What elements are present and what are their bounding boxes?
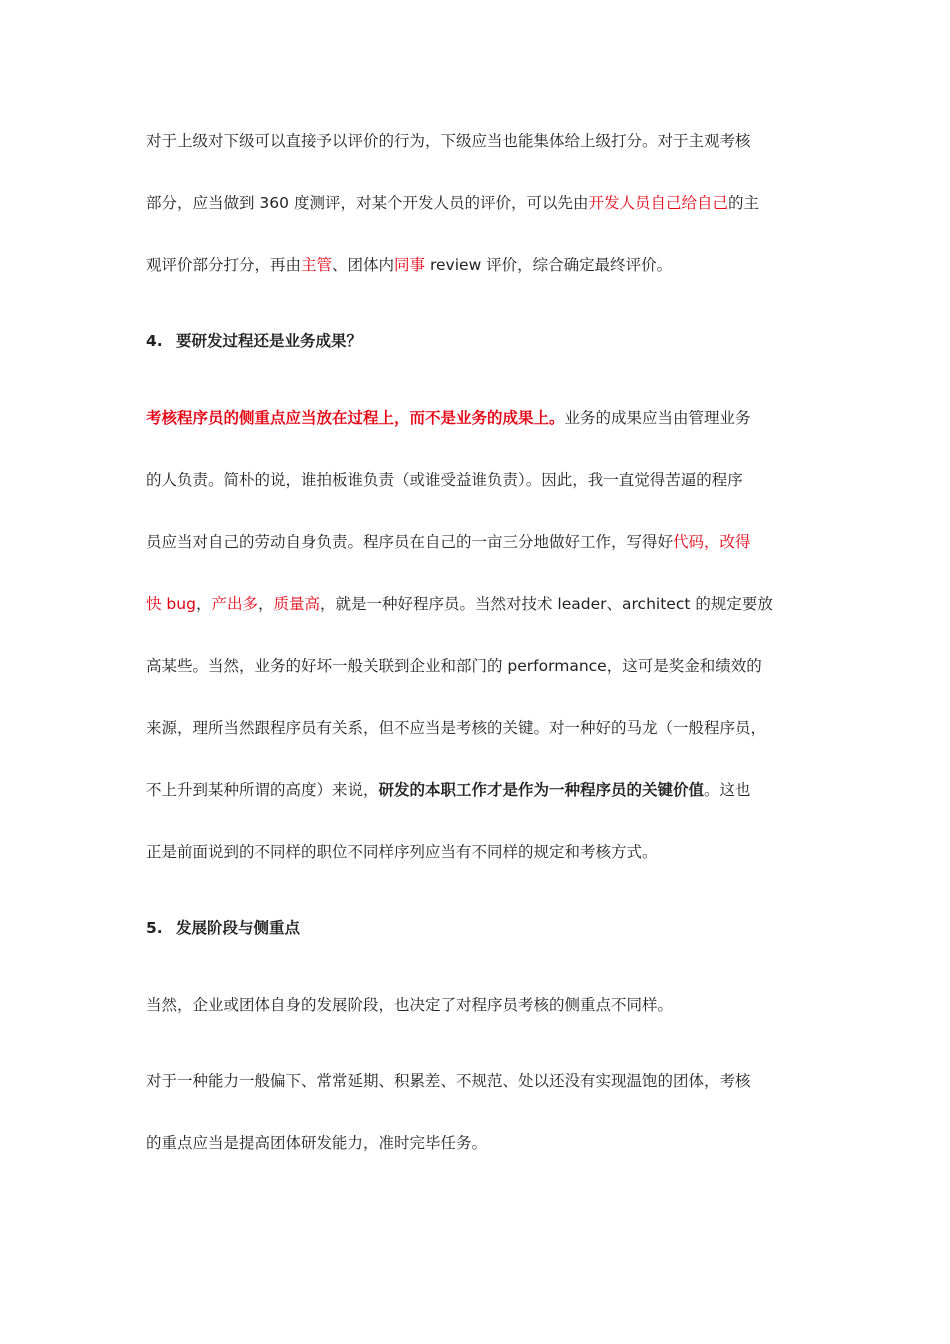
paragraph-line — [146, 131, 826, 151]
paragraph-line — [146, 532, 826, 552]
paragraph-line — [146, 470, 826, 490]
heading-number: 4. — [146, 332, 163, 350]
section-heading — [146, 331, 826, 351]
text-run: 正是前面说到的不同样的职位不同样序列应当有不同样的规定和考核方式。 — [146, 843, 658, 861]
text-run: 高某些。当然，业务的好坏一般关联到企业和部门的 performance，这可是奖金和绩效的 — [146, 657, 762, 675]
text-run: 员应当对自己的劳动自身负责。程序员在自己的一亩三分地做好工作，写得好 — [146, 533, 674, 551]
paragraph-line — [146, 594, 826, 614]
text-run: ， — [195, 595, 212, 613]
paragraph-line — [146, 656, 826, 676]
text-run: 不上升到某种所谓的高度）来说， — [146, 781, 379, 799]
text-run: 对于上级对下级可以直接予以评价的行为，下级应当也能集体给上级打分。对于主观考核 — [146, 132, 751, 150]
text-run: 。这也 — [704, 781, 751, 799]
heading-title: 发展阶段与侧重点 — [176, 919, 301, 937]
text-run: 业务的成果应当由管理业务 — [564, 409, 751, 427]
text-run: 的主 — [727, 194, 759, 212]
highlight-bold-text: 考核程序员的侧重点应当放在过程上，而不是业务的成果上。 — [146, 409, 565, 427]
text-run: 、团体内 — [332, 256, 395, 274]
heading-title: 要研发过程还是业务成果？ — [176, 332, 363, 350]
text-run: 部分，应当做到 360 度测评，对某个开发人员的评价，可以先由 — [146, 194, 589, 212]
text-run: 的人负责。简朴的说，谁拍板谁负责（或谁受益谁负责）。因此，我一直觉得苦逼的程序 — [146, 471, 743, 489]
text-run: 的重点应当是提高团体研发能力，准时完毕任务。 — [146, 1134, 488, 1152]
highlight-text: 开发人员自己给自己 — [588, 194, 728, 212]
highlight-text: 主管 — [301, 256, 333, 274]
paragraph-line — [146, 1071, 826, 1091]
text-run: 对于一种能力一般偏下、常常延期、积累差、不规范、处以还没有实现温饱的团体，考核 — [146, 1072, 751, 1090]
paragraph-line — [146, 193, 826, 213]
paragraph-line — [146, 408, 826, 428]
heading-number: 5. — [146, 919, 163, 937]
paragraph-line — [146, 718, 826, 738]
highlight-text: 同事 — [394, 256, 426, 274]
text-run: 当然，企业或团体自身的发展阶段，也决定了对程序员考核的侧重点不同样。 — [146, 996, 674, 1014]
paragraph-line — [146, 842, 826, 862]
text-run: 观评价部分打分，再由 — [146, 256, 302, 274]
text-run: ， — [257, 595, 274, 613]
text-run: review 评价，综合确定最终评价。 — [425, 256, 673, 274]
paragraph-line — [146, 255, 826, 275]
section-heading — [146, 918, 826, 938]
paragraph-line — [146, 995, 826, 1015]
paragraph-line — [146, 780, 826, 800]
text-run: ，就是一种好程序员。当然对技术 leader、architect 的规定要放 — [320, 595, 773, 613]
highlight-text: 质量高 — [273, 595, 320, 613]
bold-text: 研发的本职工作才是作为一种程序员的关键价值 — [378, 781, 705, 799]
paragraph-line — [146, 1133, 826, 1153]
highlight-text: 快 bug — [146, 595, 196, 613]
highlight-text: 代码，改得 — [673, 533, 751, 551]
text-run: 来源，理所当然跟程序员有关系，但不应当是考核的关键。对一种好的马龙（一般程序员， — [146, 719, 767, 737]
highlight-text: 产出多 — [211, 595, 258, 613]
